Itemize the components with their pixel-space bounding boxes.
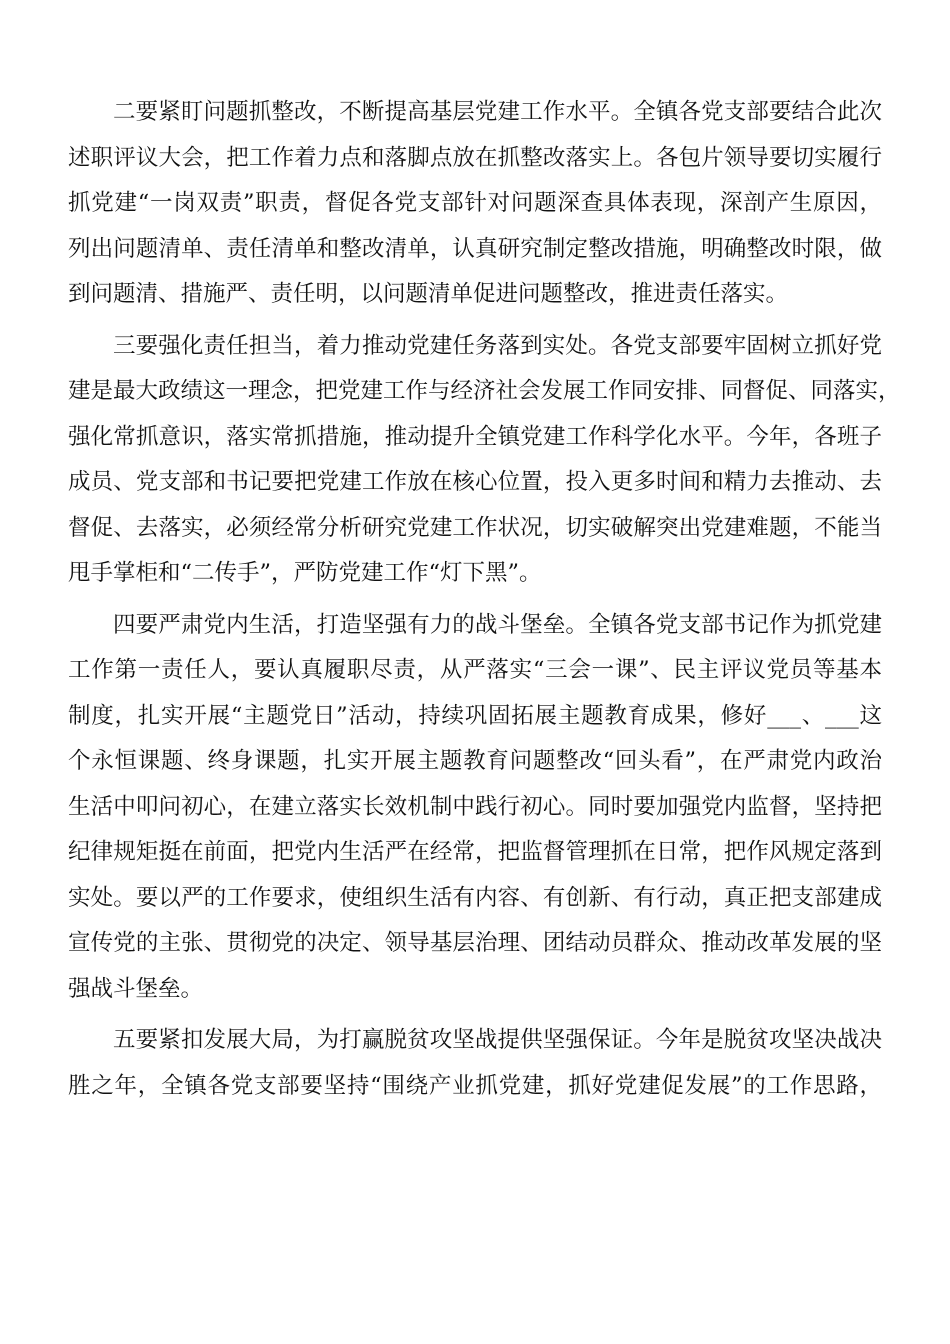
text-line: 强战斗堡垒。 — [68, 975, 204, 1002]
document-body — [68, 90, 901, 1115]
text-line: 四要严肃党内生活，打造坚强有力的战斗堡垒。全镇各党支部书记作为抓党建 — [113, 611, 882, 638]
text-line: 制度，扎实开展“主题党日”活动，持续巩固拓展主题教育成果，修好___、___这 — [68, 702, 882, 729]
text-line: 到问题清、措施严、责任明，以问题清单促进问题整改，推进责任落实。 — [68, 281, 789, 307]
text-line: 三要强化责任担当，着力推动党建任务落到实处。各党支部要牢固树立抓好党 — [113, 332, 882, 359]
paragraph-party-life — [68, 603, 882, 1013]
text-line: 抓党建“一岗双责”职责，督促各党支部针对问题深查具体表现，深剖产生原因， — [68, 190, 882, 216]
text-line: 个永恒课题、终身课题，扎实开展主题教育问题整改“回头看”，在严肃党内政治 — [68, 748, 882, 774]
text-line: 列出问题清单、责任清单和整改清单，认真研究制定整改措施，明确整改时限，做 — [68, 235, 882, 262]
paragraph-development — [68, 1018, 882, 1109]
paragraph-responsibility — [68, 324, 901, 597]
text-line: 纪律规矩挺在前面，把党内生活严在经常，把监督管理抓在日常，把作风规定落到 — [68, 839, 882, 865]
text-line: 强化常抓意识，落实常抓措施，推动提升全镇党建工作科学化水平。今年，各班子 — [68, 423, 882, 450]
paragraph-rectification — [68, 90, 882, 318]
text-line: 五要紧扣发展大局，为打赢脱贫攻坚战提供坚强保证。今年是脱贫攻坚决战决 — [113, 1027, 882, 1053]
text-line: 甩手掌柜和“二传手”，严防党建工作“灯下黑”。 — [68, 560, 542, 586]
text-line: 实处。要以严的工作要求，使组织生活有内容、有创新、有行动，真正把支部建成 — [68, 884, 882, 911]
text-line: 成员、党支部和书记要把党建工作放在核心位置，投入更多时间和精力去推动、去 — [68, 469, 882, 495]
text-line: 工作第一责任人，要认真履职尽责，从严落实“三会一课”、民主评议党员等基本 — [68, 657, 882, 683]
text-line: 述职评议大会，把工作着力点和落脚点放在抓整改落实上。各包片领导要切实履行 — [68, 144, 882, 171]
text-line: 生活中叩问初心，在建立落实长效机制中践行初心。同时要加强党内监督，坚持把 — [68, 793, 882, 820]
text-line: 建是最大政绩这一理念，把党建工作与经济社会发展工作同安排、同督促、同落实， — [68, 378, 901, 404]
text-line: 胜之年，全镇各党支部要坚持“围绕产业抓党建，抓好党建促发展”的工作思路， — [68, 1072, 882, 1099]
text-line: 督促、去落实，必须经常分析研究党建工作状况，切实破解突出党建难题，不能当 — [68, 514, 882, 541]
text-line: 二要紧盯问题抓整改，不断提高基层党建工作水平。全镇各党支部要结合此次 — [113, 99, 882, 125]
text-line: 宣传党的主张、贯彻党的决定、领导基层治理、团结动员群众、推动改革发展的坚 — [68, 930, 882, 956]
